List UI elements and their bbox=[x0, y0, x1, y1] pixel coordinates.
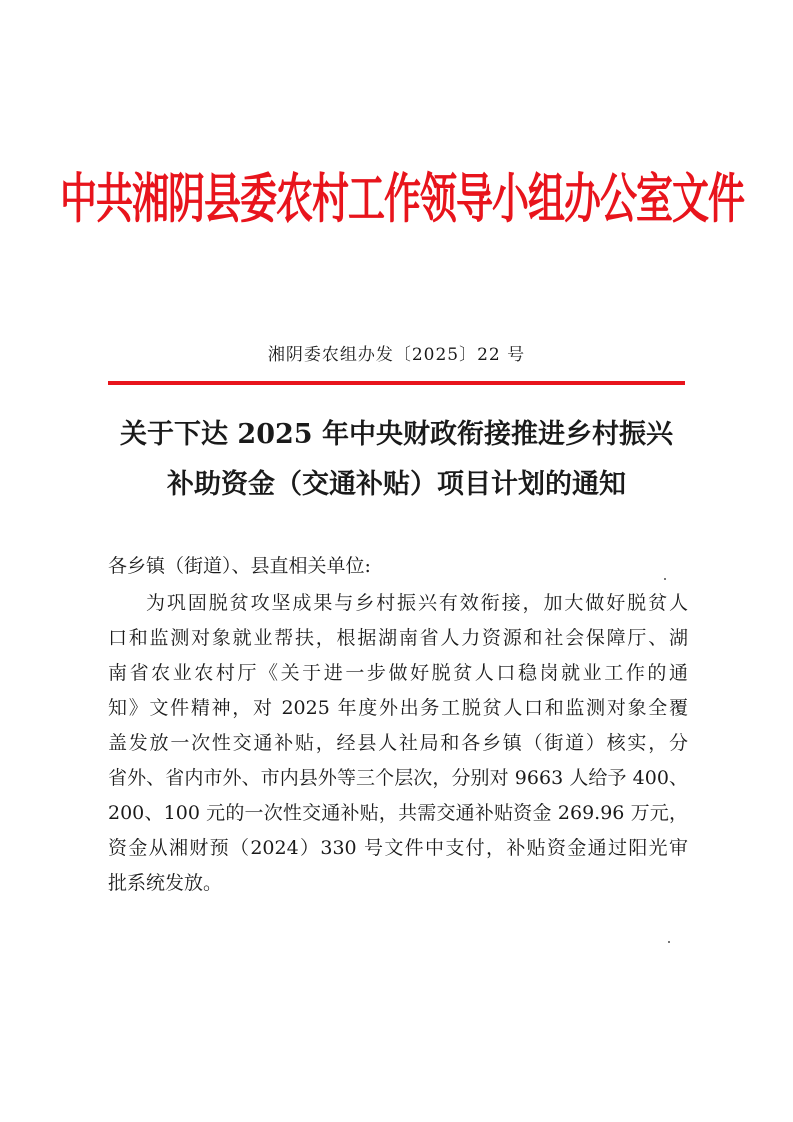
body-line: 南省农业农村厅《关于进一步做好脱贫人口稳岗就业工作的通 bbox=[108, 662, 688, 684]
body-line: 知》文件精神，对 2025 年度外出务工脱贫人口和监测对象全覆 bbox=[108, 697, 688, 719]
scan-speck bbox=[668, 941, 670, 943]
body-line: 为巩固脱贫攻坚成果与乡村振兴有效衔接，加大做好脱贫人 bbox=[146, 592, 688, 614]
body-paragraph bbox=[108, 586, 688, 901]
body-line: 盖发放一次性交通补贴，经县人社局和各乡镇（街道）核实，分 bbox=[108, 732, 688, 754]
document-number: 湘阴委农组办发〔2025〕22 号 bbox=[267, 345, 526, 365]
body-line: 200、100 元的一次性交通补贴，共需交通补贴资金 269.96 万元， bbox=[108, 802, 688, 824]
scan-speck bbox=[664, 578, 666, 580]
body-line: 口和监测对象就业帮扶，根据湖南省人力资源和社会保障厅、湖 bbox=[108, 627, 688, 649]
title-line-1: 关于下达 2025 年中央财政衔接推进乡村振兴 bbox=[120, 419, 673, 450]
issuing-organization-header: 中共湘阴县委农村工作领导小组办公室文件 bbox=[60, 166, 744, 230]
title-line-2: 补助资金（交通补贴）项目计划的通知 bbox=[167, 469, 626, 500]
salutation: 各乡镇（街道）、县直相关单位: bbox=[108, 555, 371, 577]
body-line: 资金从湘财预（2024）330 号文件中支付，补贴资金通过阳光审 bbox=[108, 837, 688, 859]
body-line: 省外、省内市外、市内县外等三个层次，分别对 9663 人给予 400、 bbox=[108, 767, 688, 789]
red-separator-line bbox=[108, 381, 685, 385]
body-line: 批系统发放。 bbox=[108, 872, 223, 894]
document-title bbox=[60, 410, 733, 510]
